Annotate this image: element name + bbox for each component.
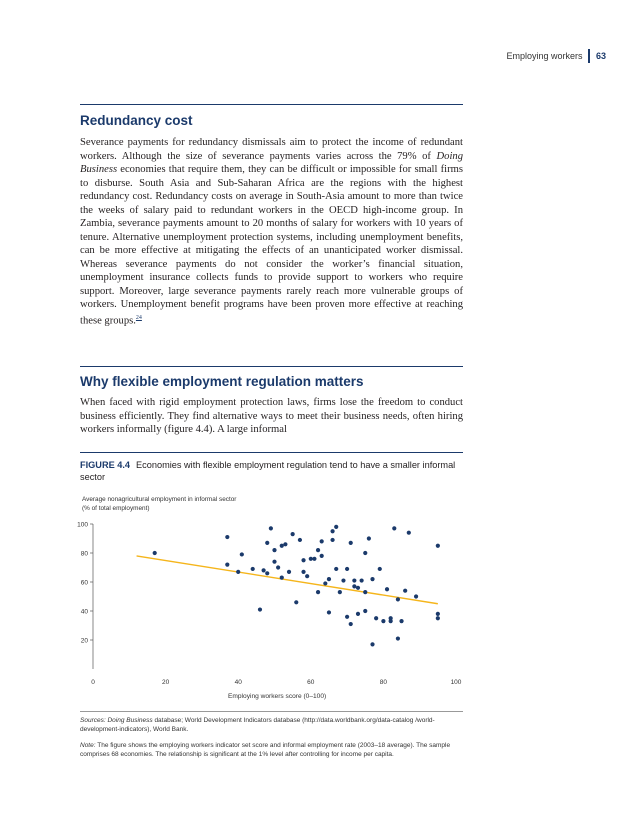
section-heading-flexible: Why flexible employment regulation matters — [80, 374, 364, 389]
figure-title-text: Economies with flexible employment regulation tend to have a smaller informal sector — [80, 460, 456, 482]
data-point — [294, 600, 298, 604]
chart-ylabel-line2: (% of total employment) — [82, 504, 150, 512]
flexible-paragraph: When faced with rigid employment protection laws, firms lose the freedom to conduct business efficiently. They find alternative ways to meet their business needs, often hiring workers informally (figure 4.4). A large informal — [80, 397, 463, 435]
data-point — [367, 536, 371, 540]
sources-text: database; World Development Indicators database (http://data.worldbank.org/data-catalog /world-development-indicators), World Bank. — [80, 717, 435, 733]
data-point — [320, 539, 324, 543]
data-point — [349, 541, 353, 545]
data-point — [309, 557, 313, 561]
x-tick-label: 80 — [379, 679, 388, 686]
data-point — [330, 529, 334, 533]
data-point — [323, 581, 327, 585]
data-point — [258, 607, 262, 611]
data-point — [269, 526, 273, 530]
data-point — [436, 616, 440, 620]
sources-italic: Doing Business — [107, 717, 153, 724]
data-point — [265, 571, 269, 575]
data-point — [436, 544, 440, 548]
note-text: The figure shows the employing workers indicator set score and informal employment rate (2003–18 average). The sample comprises 68 economies. The relationship is significant at the 1% level after controlling for income per capita. — [80, 742, 451, 758]
redundancy-paragraph — [80, 136, 463, 328]
redundancy-text-italic: Doing Business — [80, 150, 463, 175]
data-point — [363, 609, 367, 613]
section-rule-top — [80, 104, 463, 105]
data-point — [262, 568, 266, 572]
y-tick-label: 40 — [80, 608, 88, 616]
figure-label: FIGURE 4.4 — [80, 460, 131, 470]
footnote-link[interactable]: 24 — [135, 314, 142, 321]
data-point — [298, 538, 302, 542]
scatter-chart — [70, 515, 470, 690]
data-point — [356, 612, 360, 616]
data-point — [349, 622, 353, 626]
figure-rule-bottom — [80, 711, 463, 712]
y-tick-label: 80 — [80, 550, 88, 558]
data-point — [291, 532, 295, 536]
x-tick-label: 0 — [91, 679, 95, 686]
data-point — [352, 584, 356, 588]
data-point — [225, 563, 229, 567]
data-point — [225, 535, 229, 539]
y-tick-label: 100 — [77, 521, 88, 529]
data-point — [327, 610, 331, 614]
x-tick-label: 20 — [161, 679, 170, 686]
data-point — [334, 525, 338, 529]
data-point — [153, 551, 157, 555]
data-point — [341, 578, 345, 582]
data-point — [236, 570, 240, 574]
data-point — [436, 612, 440, 616]
redundancy-text-a: Severance payments for redundancy dismissals aim to protect the income of redundant workers. Although the size of severance payments varies across the 79% of — [80, 137, 463, 162]
data-point — [316, 548, 320, 552]
chart-ylabel — [82, 496, 236, 513]
data-point — [327, 577, 331, 581]
data-point — [392, 526, 396, 530]
data-point — [240, 552, 244, 556]
data-point — [280, 576, 284, 580]
data-point — [403, 589, 407, 593]
data-point — [407, 531, 411, 535]
x-tick-label: 60 — [307, 679, 315, 686]
data-point — [312, 557, 316, 561]
data-point — [414, 594, 418, 598]
section-rule-2 — [80, 366, 463, 367]
data-point — [370, 577, 374, 581]
data-point — [305, 574, 309, 578]
data-point — [345, 567, 349, 571]
data-point — [378, 567, 382, 571]
running-head-section: Employing workers — [506, 51, 583, 61]
data-point — [389, 619, 393, 623]
data-point — [363, 590, 367, 594]
data-point — [316, 590, 320, 594]
x-tick-label: 40 — [234, 679, 242, 686]
data-point — [352, 578, 356, 582]
data-point — [276, 565, 280, 569]
data-point — [301, 570, 305, 574]
data-point — [301, 558, 305, 562]
figure-note — [80, 741, 466, 759]
figure-rule-top — [80, 452, 463, 453]
y-tick-label: 60 — [80, 579, 88, 587]
data-point — [330, 538, 334, 542]
data-point — [370, 642, 374, 646]
figure-title — [80, 460, 463, 483]
redundancy-text-b: economies that require them, they can be difficult or impossible for small firms to disburse. South Asia and Sub-Saharan Africa are the regions with the highest redundancy cost. Redundancy costs on average in South-Asia amount to more than twice the weeks of salary paid to redundant workers in the OECD high-income group. In Zambia, severance payments amount to 20 months of salary for workers with 10 years of tenure. Alternative unemployment protection systems, including unemployment benefits, can be more effective at mitigating the effects of an unanticipated worker dismissal. Whereas severance payments do not consider the worker’s financial situation, unemployment insurance collects funds to provide support to workers who require support. Moreover, large severance payments rarely reach more vulnerable groups of workers. Unemployment benefit programs have been proven more effective at reaching these groups. — [80, 164, 463, 327]
data-point — [363, 551, 367, 555]
data-point — [385, 587, 389, 591]
data-point — [356, 586, 360, 590]
data-point — [338, 590, 342, 594]
data-point — [399, 619, 403, 623]
y-tick-label: 20 — [80, 637, 88, 645]
chart-xlabel: Employing workers score (0–100) — [228, 693, 327, 700]
chart-ylabel-line1: Average nonagricultural employment in informal sector — [82, 496, 237, 503]
data-point — [265, 541, 269, 545]
data-point — [360, 578, 364, 582]
data-point — [280, 544, 284, 548]
x-tick-label: 100 — [450, 679, 462, 686]
trend-line — [137, 556, 438, 604]
note-label: Note: — [80, 742, 96, 749]
figure-sources — [80, 716, 466, 734]
data-point — [272, 548, 276, 552]
data-point — [396, 636, 400, 640]
sources-label: Sources: — [80, 717, 106, 724]
data-point — [320, 554, 324, 558]
data-point — [396, 597, 400, 601]
section-heading-redundancy: Redundancy cost — [80, 113, 193, 128]
data-point — [283, 542, 287, 546]
running-head-divider — [588, 49, 590, 63]
data-point — [374, 616, 378, 620]
data-point — [334, 567, 338, 571]
running-head — [506, 49, 606, 63]
data-point — [345, 615, 349, 619]
data-point — [287, 570, 291, 574]
data-point — [251, 567, 255, 571]
data-point — [272, 560, 276, 564]
data-point — [381, 619, 385, 623]
page-number: 63 — [595, 51, 606, 61]
